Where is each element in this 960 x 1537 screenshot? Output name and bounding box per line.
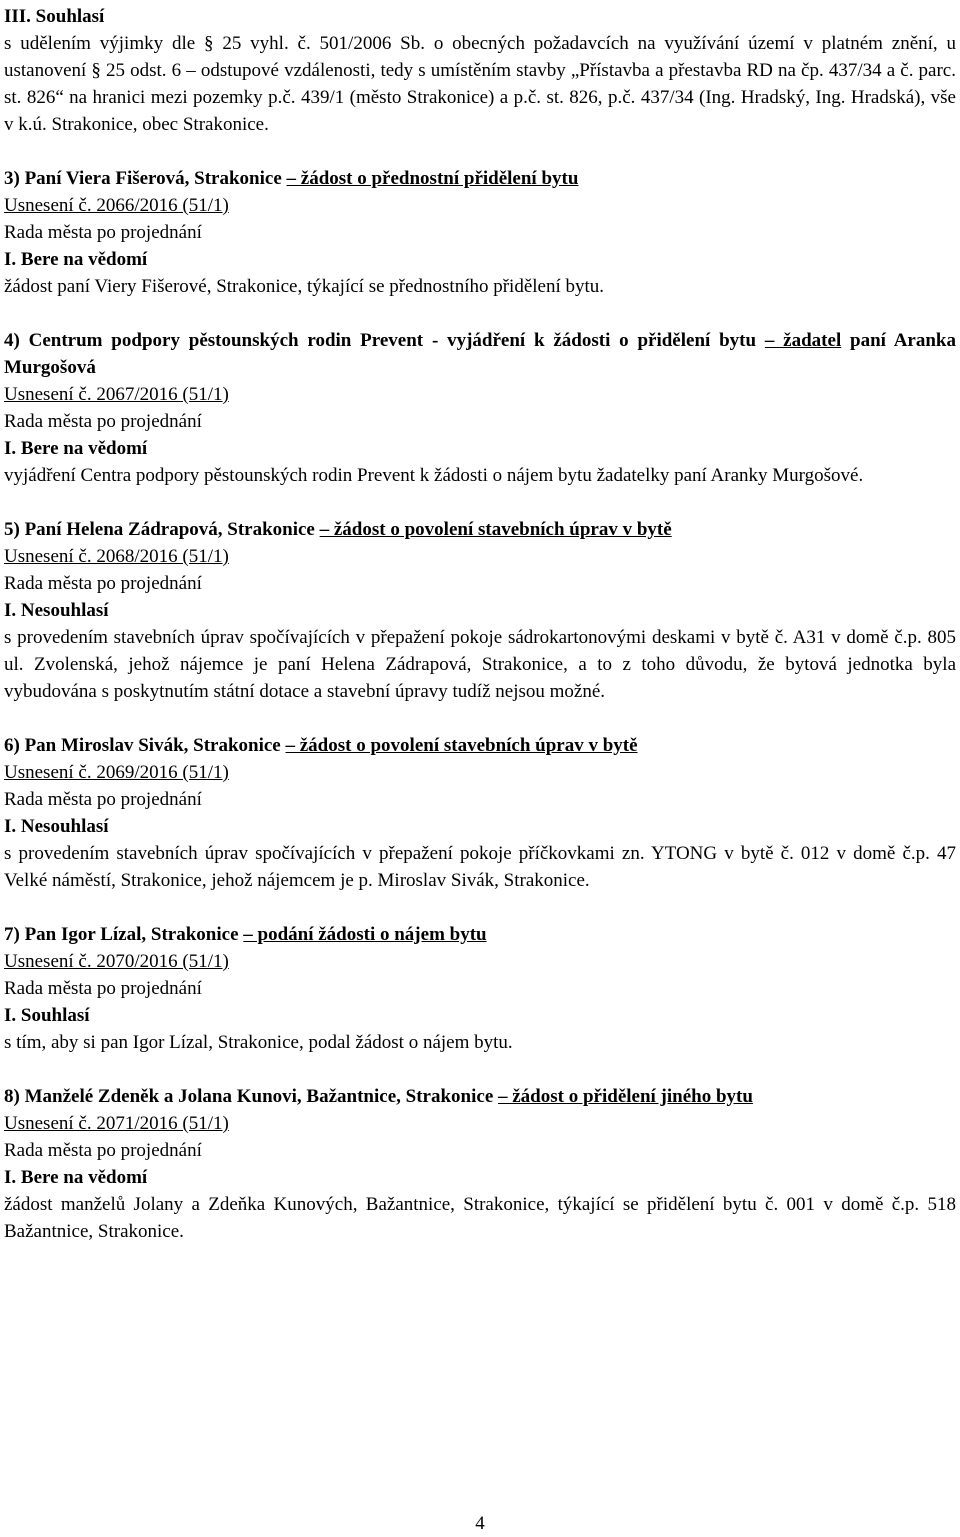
decision-text: s tím, aby si pan Igor Lízal, Strakonice, podal žádost o nájem bytu. (4, 1032, 513, 1053)
spacer (4, 1056, 956, 1083)
intro-text: s udělením výjimky dle § 25 vyhl. č. 501/2006 Sb. o obecných požadavcích na využívání území v platném znění, u ustanovení § 25 odst. 6 – odstupové vzdálenosti, tedy s umístěním stavby „Přístavba a přestavba RD na čp. 437/34 a č. parc. st. 826“ na hranici mezi pozemky p.č. 439/1 (město Strakonice) a p.č. st. 826, p.č. 437/34 (Ing. Hradský, Ing. Hradská), vše v k.ú. Strakonice, obec Strakonice. (4, 33, 956, 135)
section-title (4, 1083, 956, 1110)
section-title (4, 327, 956, 381)
resolution-number: Usnesení č. 2071/2016 (51/1) (4, 1113, 229, 1134)
section-title (4, 921, 956, 948)
decision-text: s provedením stavebních úprav spočívajících v přepažení pokoje příčkovkami zn. YTONG v bytě č. 012 v domě č.p. 47 Velké náměstí, Strakonice, jehož nájemcem je p. Miroslav Sivák, Strakonice. (4, 843, 956, 891)
spacer (4, 300, 956, 327)
council-line: Rada města po projednání (4, 978, 202, 999)
decision-heading: I. Bere na vědomí (4, 1167, 148, 1188)
section-5 (4, 516, 956, 705)
section-8 (4, 1083, 956, 1245)
resolution-number: Usnesení č. 2068/2016 (51/1) (4, 546, 229, 567)
section-title-subject: – žádost o povolení stavebních úprav v bytě (319, 519, 672, 540)
spacer (4, 705, 956, 732)
section-title-text: 7) Pan Igor Lízal, Strakonice (4, 924, 244, 945)
council-line: Rada města po projednání (4, 789, 202, 810)
section-title (4, 516, 956, 543)
council-line: Rada města po projednání (4, 573, 202, 594)
section-title-text: 6) Pan Miroslav Sivák, Strakonice (4, 735, 286, 756)
spacer (4, 138, 956, 165)
document-page (4, 3, 956, 1245)
decision-text: s provedením stavebních úprav spočívajících v přepažení pokoje sádrokartonovými deskami v bytě č. A31 v domě č.p. 805 ul. Zvolenská, jehož nájemce je paní Helena Zádrapová, Strakonice, a to z toho důvodu, že bytová jednotka byla vybudována s poskytnutím státní dotace a stavební úpravy tudíž nejsou možné. (4, 627, 956, 702)
decision-text: žádost paní Viery Fišerové, Strakonice, týkající se přednostního přidělení bytu. (4, 276, 605, 297)
section-title (4, 165, 956, 192)
section-title-text: 3) Paní Viera Fišerová, Strakonice (4, 168, 287, 189)
decision-text: žádost manželů Jolany a Zdeňka Kunových, Bažantnice, Strakonice, týkající se přidělení bytu č. 001 v domě č.p. 518 Bažantnice, Strakonice. (4, 1194, 956, 1242)
decision-heading: I. Nesouhlasí (4, 600, 109, 621)
section-title-subject: – žadatel (764, 330, 842, 351)
spacer (4, 894, 956, 921)
section-title-subject: – žádost o přidělení jiného bytu (498, 1086, 753, 1107)
section-title-subject: – podání žádosti o nájem bytu (243, 924, 487, 945)
spacer (4, 489, 956, 516)
page-number: 4 (475, 1513, 485, 1534)
decision-heading: I. Souhlasí (4, 1005, 90, 1026)
section-title-text: 4) Centrum podpory pěstounských rodin Prevent - vyjádření k žádosti o přidělení bytu (4, 330, 765, 351)
decision-heading: I. Bere na vědomí (4, 438, 148, 459)
resolution-number: Usnesení č. 2070/2016 (51/1) (4, 951, 229, 972)
section-6 (4, 732, 956, 894)
section-title-text: 8) Manželé Zdeněk a Jolana Kunovi, Bažantnice, Strakonice (4, 1086, 498, 1107)
decision-heading: I. Nesouhlasí (4, 816, 109, 837)
section-4 (4, 327, 956, 489)
council-line: Rada města po projednání (4, 411, 202, 432)
intro-heading: III. Souhlasí (4, 6, 105, 27)
resolution-number: Usnesení č. 2067/2016 (51/1) (4, 384, 229, 405)
intro-block (4, 3, 956, 138)
resolution-number: Usnesení č. 2066/2016 (51/1) (4, 195, 229, 216)
council-line: Rada města po projednání (4, 1140, 202, 1161)
section-title-subject: – žádost o povolení stavebních úprav v bytě (285, 735, 638, 756)
decision-text: vyjádření Centra podpory pěstounských rodin Prevent k žádosti o nájem bytu žadatelky paní Aranky Murgošové. (4, 465, 864, 486)
decision-heading: I. Bere na vědomí (4, 249, 148, 270)
section-title (4, 732, 956, 759)
section-title-subject: – žádost o přednostní přidělení bytu (286, 168, 579, 189)
section-title-text: 5) Paní Helena Zádrapová, Strakonice (4, 519, 320, 540)
resolution-number: Usnesení č. 2069/2016 (51/1) (4, 762, 229, 783)
section-7 (4, 921, 956, 1056)
section-title-suffix: paní Aranka Murgošová (4, 330, 956, 378)
council-line: Rada města po projednání (4, 222, 202, 243)
section-3 (4, 165, 956, 300)
